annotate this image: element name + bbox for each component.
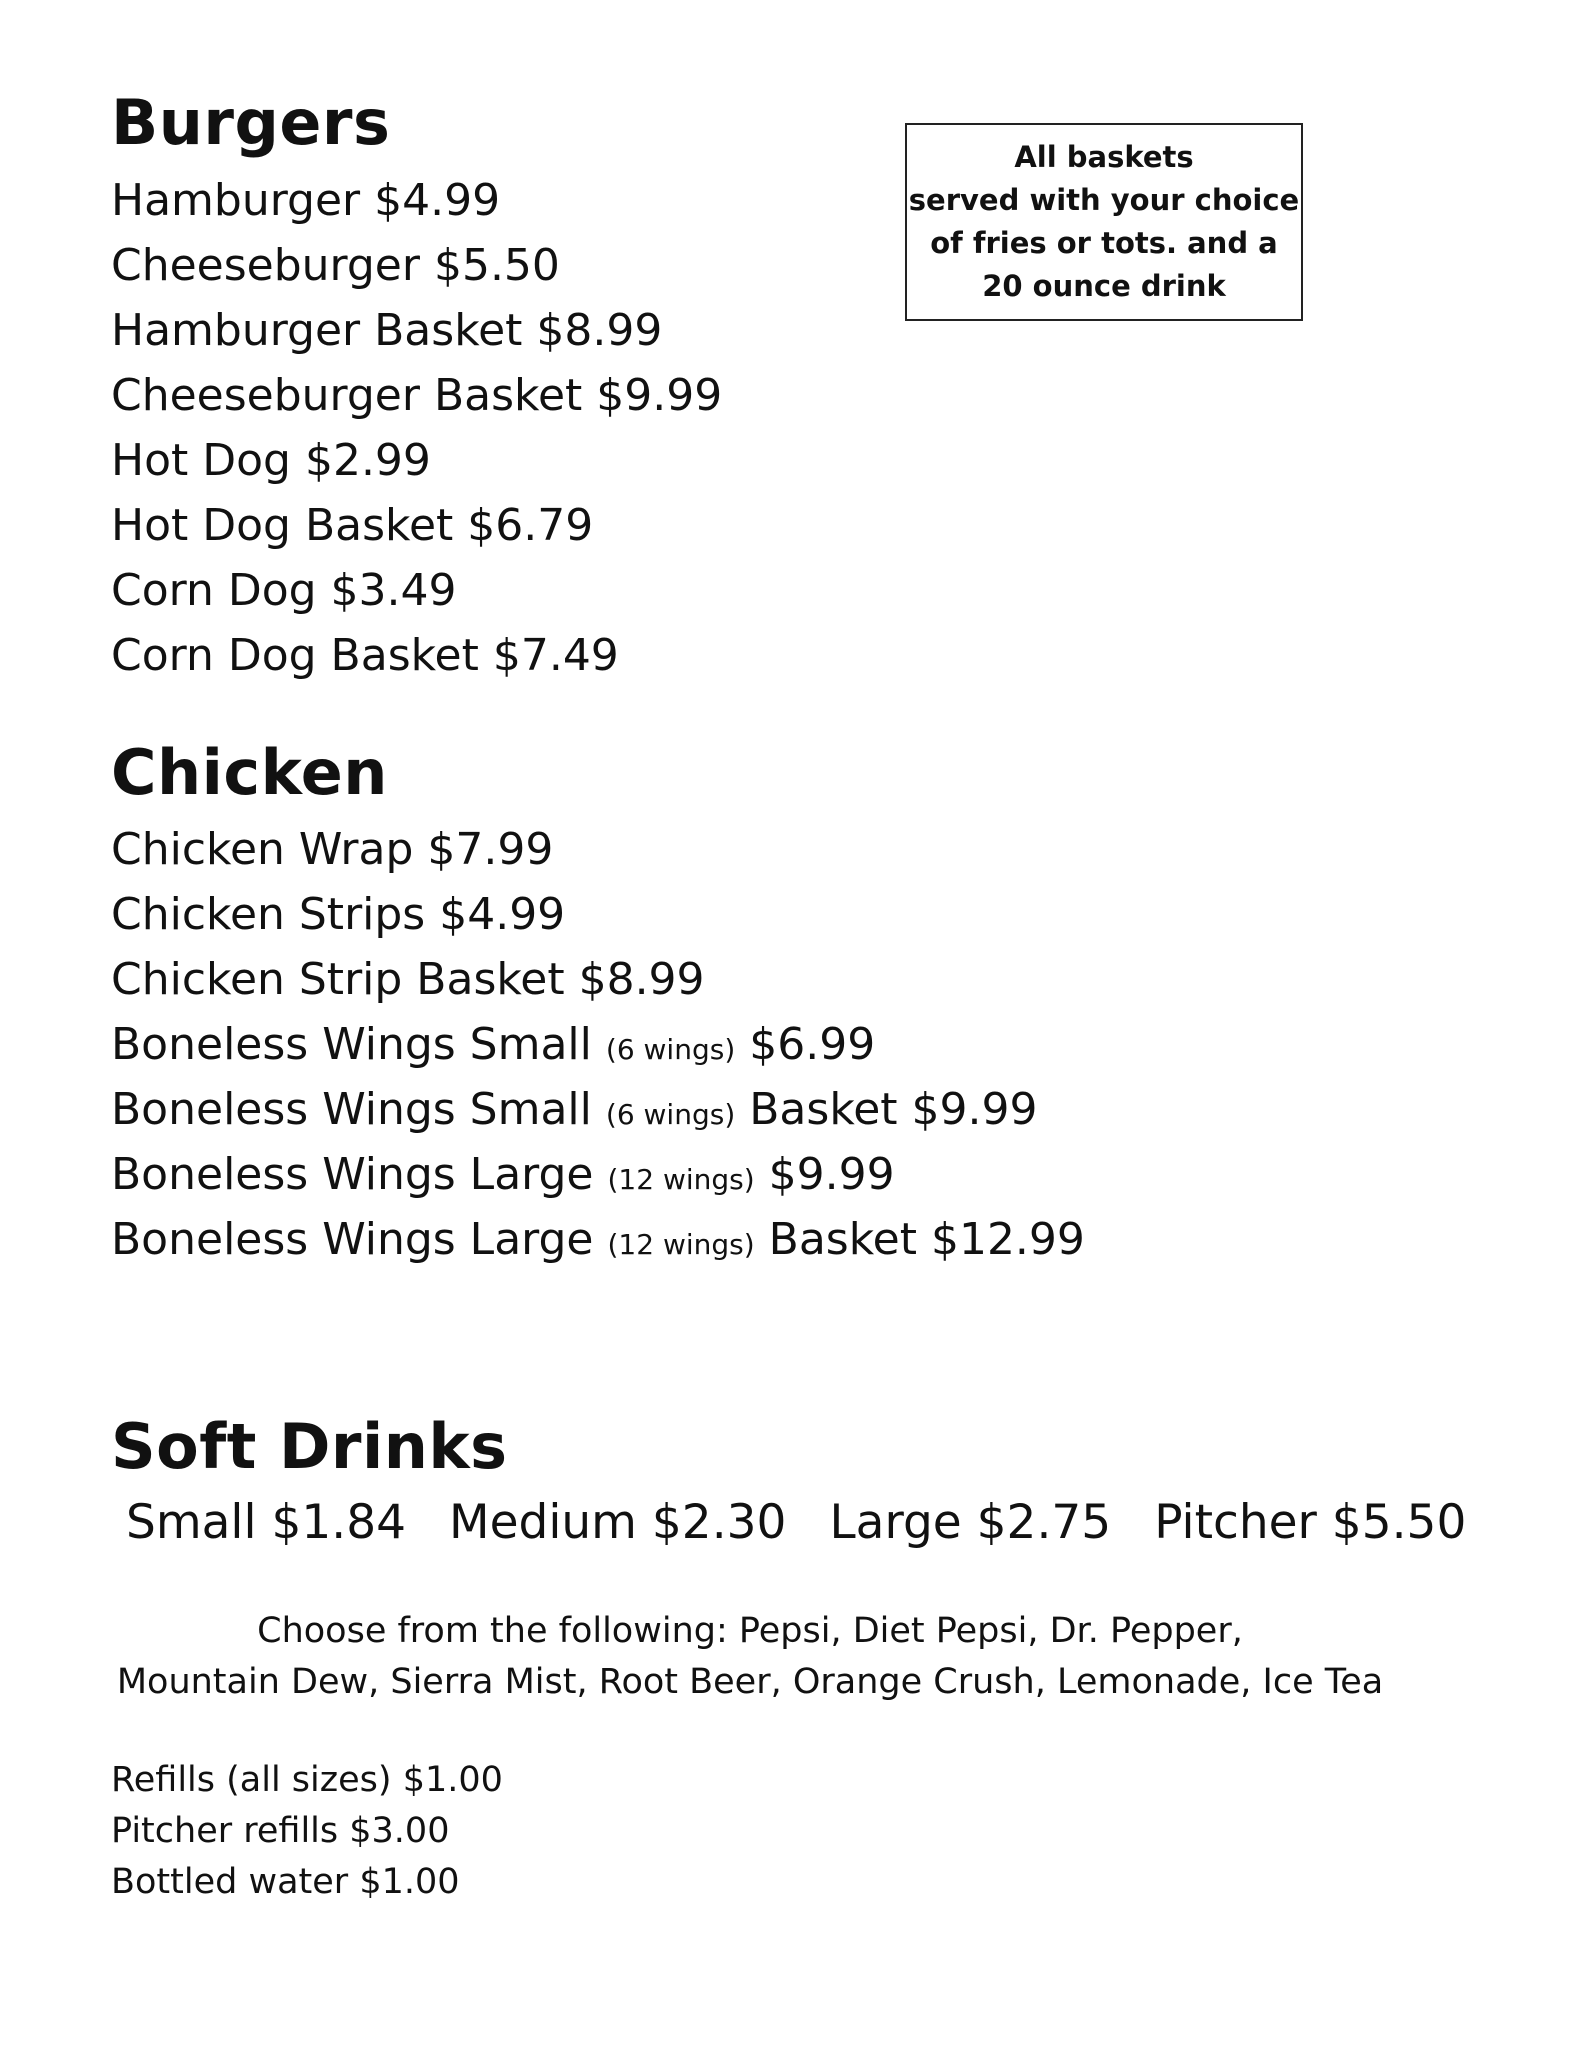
burgers-heading: Burgers [111, 86, 391, 159]
menu-item-quantity-note: (6 wings) [605, 1033, 736, 1066]
menu-item-price: Basket $12.99 [768, 1214, 1085, 1265]
burgers-list [111, 168, 722, 688]
menu-item-quantity-note: (12 wings) [607, 1228, 755, 1261]
chicken-heading: Chicken [111, 736, 388, 809]
menu-item [111, 947, 1085, 1012]
menu-item: Corn Dog Basket $7.49 [111, 630, 619, 681]
chicken-list [111, 817, 1085, 1272]
refill-item: Refills (all sizes) $1.00 [111, 1760, 503, 1800]
menu-item [111, 817, 1085, 882]
menu-item [111, 1012, 1085, 1077]
menu-item [111, 882, 1085, 947]
basket-note-line: of fries or tots. and a [930, 226, 1278, 260]
menu-item: Corn Dog $3.49 [111, 565, 457, 616]
basket-note-line: served with your choice [908, 183, 1300, 217]
menu-item-quantity-note: (12 wings) [607, 1163, 755, 1196]
menu-item [111, 1207, 1085, 1272]
drink-choices-line: Mountain Dew, Sierra Mist, Root Beer, Orange Crush, Lemonade, Ice Tea [116, 1662, 1384, 1702]
menu-item-name: Chicken Strip Basket $8.99 [111, 954, 705, 1005]
menu-item-name: Boneless Wings Small [111, 1084, 592, 1135]
refill-item: Pitcher refills $3.00 [111, 1811, 450, 1851]
menu-item-price: Basket $9.99 [749, 1084, 1038, 1135]
basket-note-line: 20 ounce drink [982, 269, 1226, 303]
menu-item-name: Chicken Wrap $7.99 [111, 824, 554, 875]
menu-item: Hot Dog Basket $6.79 [111, 500, 594, 551]
basket-note-box [905, 123, 1303, 321]
menu-item: Cheeseburger $5.50 [111, 240, 560, 291]
menu-item: Hamburger $4.99 [111, 175, 501, 226]
drink-size-price: Medium $2.30 [449, 1495, 787, 1550]
drink-choices-line: Choose from the following: Pepsi, Diet Pepsi, Dr. Pepper, [257, 1611, 1243, 1651]
drink-size-price: Large $2.75 [829, 1495, 1112, 1550]
menu-item-name: Boneless Wings Large [111, 1149, 594, 1200]
basket-note-line: All baskets [1014, 140, 1194, 174]
menu-item-name: Chicken Strips $4.99 [111, 889, 566, 940]
refills-list [111, 1755, 503, 1908]
menu-item: Cheeseburger Basket $9.99 [111, 370, 723, 421]
menu-item-name: Boneless Wings Large [111, 1214, 594, 1265]
soft-drinks-heading: Soft Drinks [111, 1410, 508, 1483]
drink-size-price: Small $1.84 [126, 1495, 407, 1550]
menu-item [111, 1077, 1085, 1142]
menu-item-quantity-note: (6 wings) [605, 1098, 736, 1131]
refill-item: Bottled water $1.00 [111, 1862, 460, 1902]
drink-size-price: Pitcher $5.50 [1154, 1495, 1467, 1550]
menu-item: Hot Dog $2.99 [111, 435, 431, 486]
menu-item: Hamburger Basket $8.99 [111, 305, 663, 356]
menu-item-name: Boneless Wings Small [111, 1019, 592, 1070]
menu-item-price: $9.99 [768, 1149, 895, 1200]
drink-sizes-row [126, 1490, 1466, 1555]
menu-item [111, 1142, 1085, 1207]
menu-item-price: $6.99 [749, 1019, 876, 1070]
